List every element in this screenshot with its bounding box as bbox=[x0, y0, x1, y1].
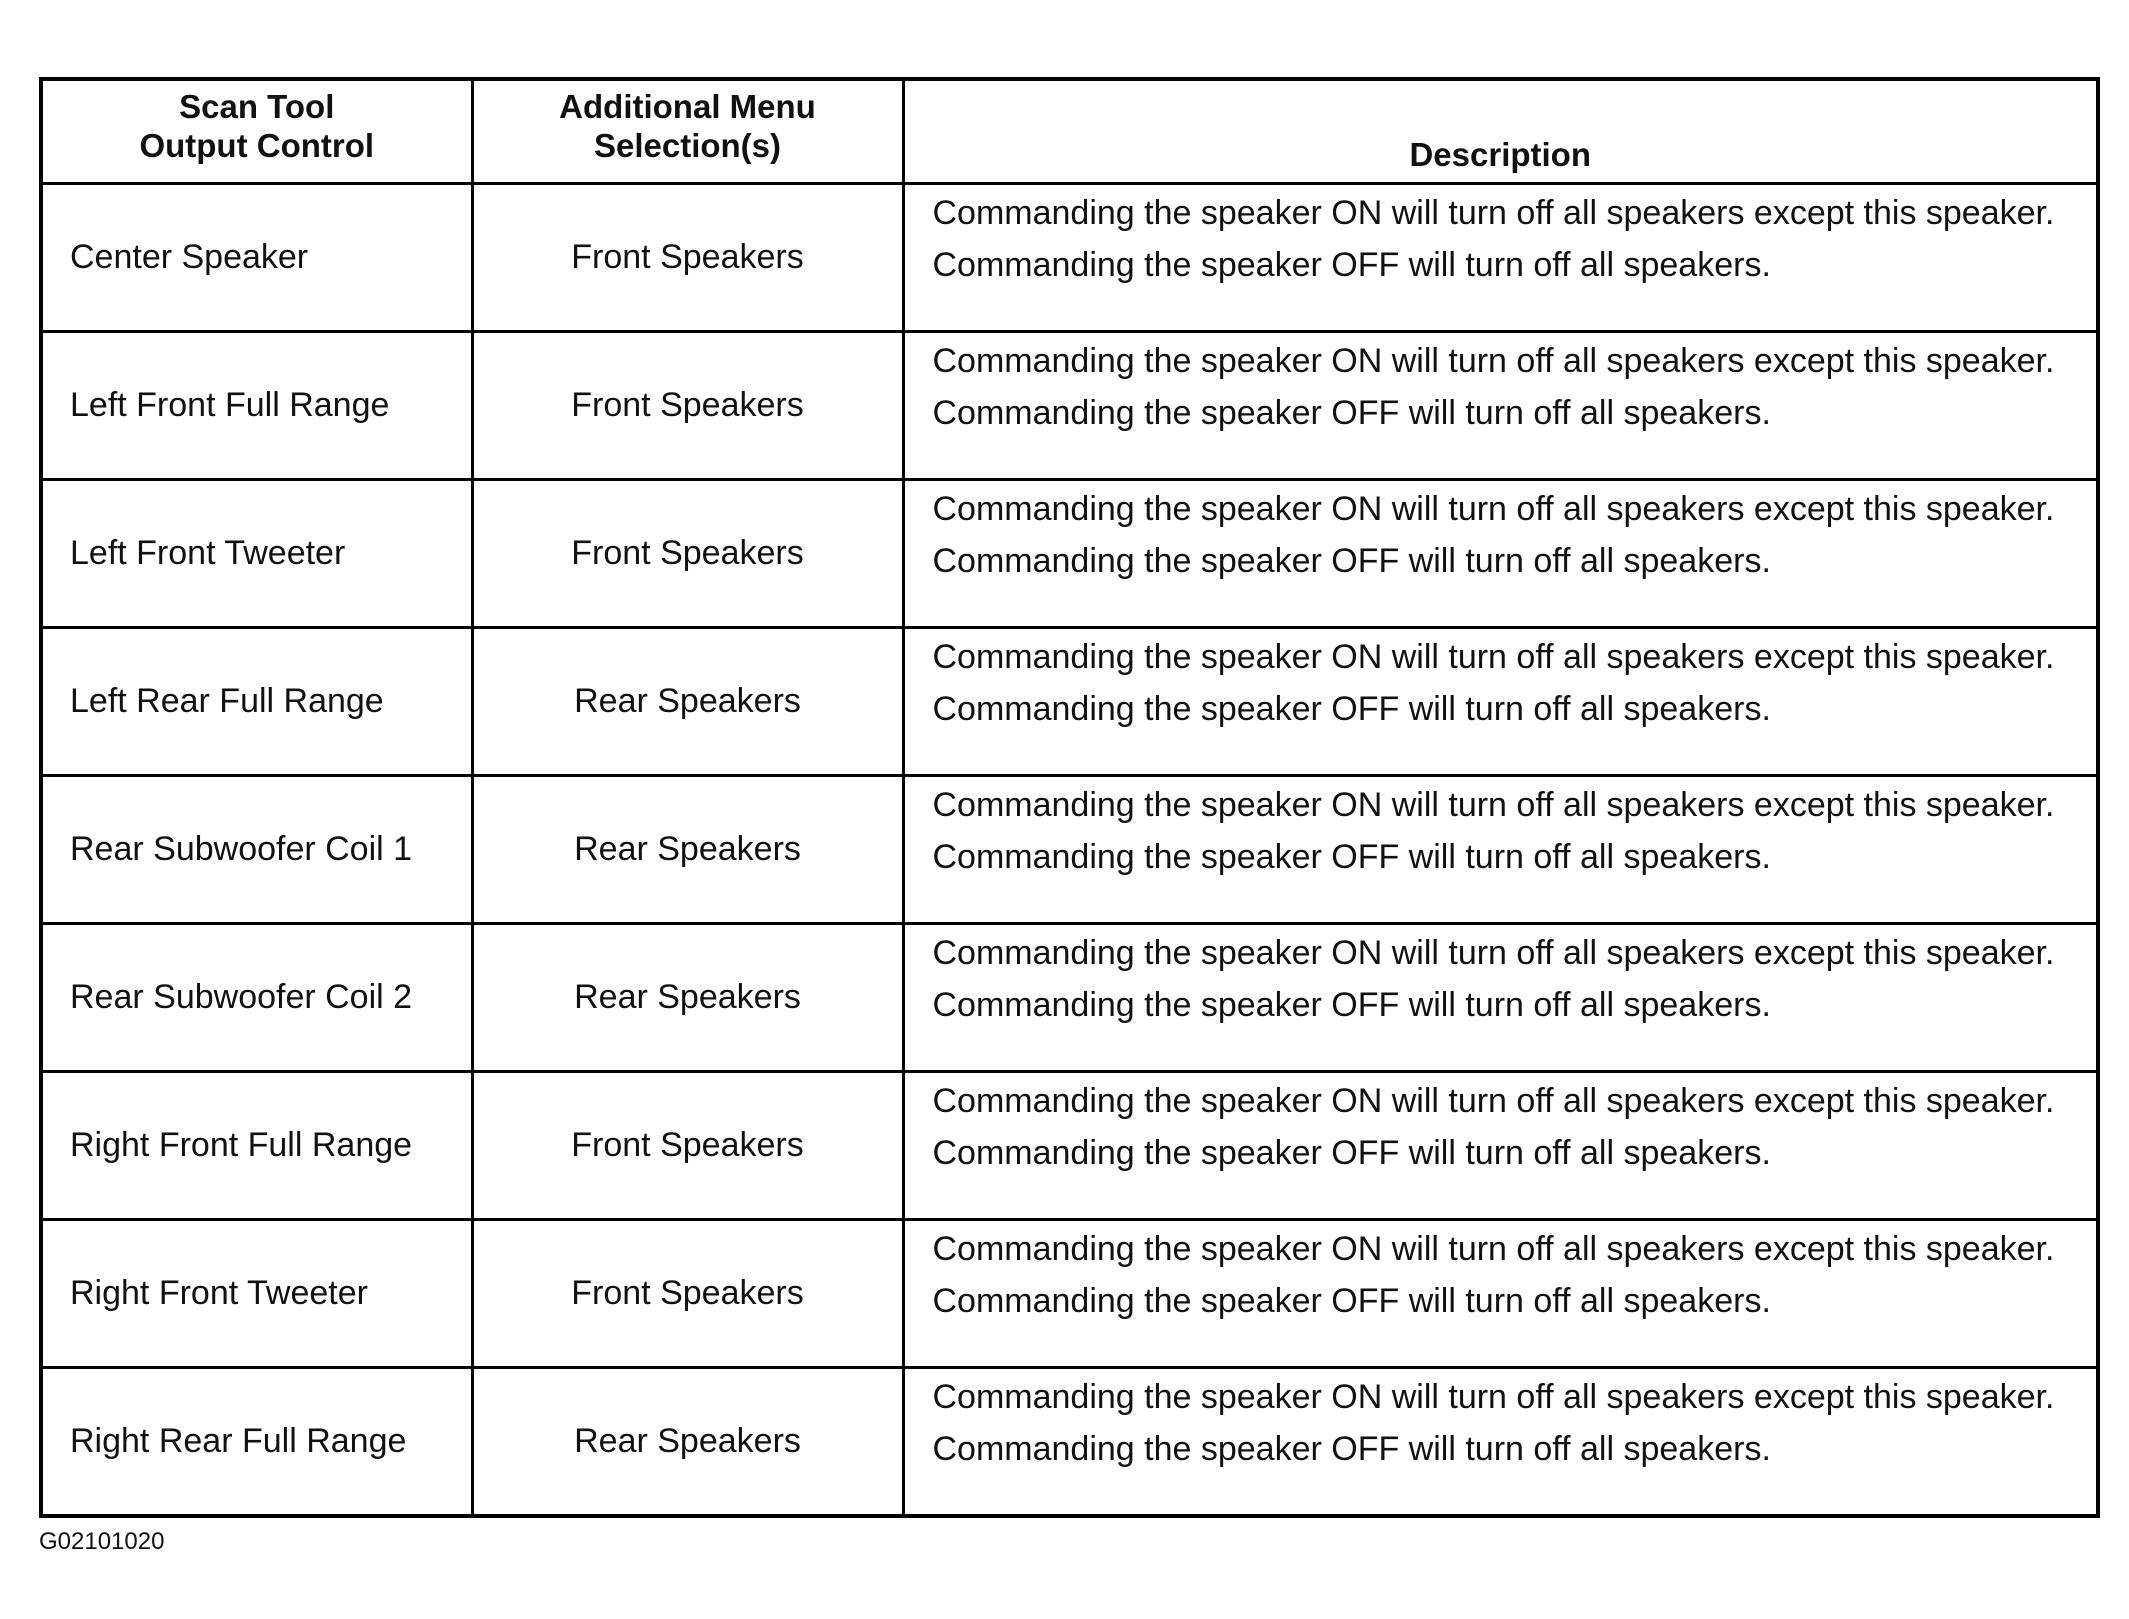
description-cell bbox=[903, 1072, 2098, 1220]
output-control-cell: Center Speaker bbox=[41, 184, 472, 332]
table-row bbox=[41, 1072, 2098, 1220]
menu-selection-cell: Front Speakers bbox=[472, 332, 903, 480]
header-description: Description bbox=[903, 79, 2098, 184]
menu-selection-cell: Front Speakers bbox=[472, 1220, 903, 1368]
menu-selection-cell: Rear Speakers bbox=[472, 776, 903, 924]
description-off-text: Commanding the speaker OFF will turn off all speakers. bbox=[932, 1282, 1771, 1320]
description-on-text: Commanding the speaker ON will turn off all speakers except this speaker. bbox=[932, 194, 2055, 232]
description-on-text: Commanding the speaker ON will turn off all speakers except this speaker. bbox=[932, 342, 2055, 380]
menu-selection-cell: Front Speakers bbox=[472, 1072, 903, 1220]
output-control-cell: Right Front Tweeter bbox=[41, 1220, 472, 1368]
description-off-text: Commanding the speaker OFF will turn off all speakers. bbox=[932, 542, 1771, 580]
table-header-row bbox=[41, 79, 2098, 184]
table-row bbox=[41, 1368, 2098, 1516]
description-on-text: Commanding the speaker ON will turn off all speakers except this speaker. bbox=[932, 638, 2055, 676]
description-on-text: Commanding the speaker ON will turn off all speakers except this speaker. bbox=[932, 1230, 2055, 1268]
output-control-cell: Right Front Full Range bbox=[41, 1072, 472, 1220]
description-cell bbox=[903, 1220, 2098, 1368]
header-additional-menu-line-2: Selection(s) bbox=[593, 127, 782, 164]
description-cell bbox=[903, 184, 2098, 332]
header-output-control bbox=[41, 79, 472, 184]
menu-selection-cell: Rear Speakers bbox=[472, 628, 903, 776]
description-on-text: Commanding the speaker ON will turn off all speakers except this speaker. bbox=[932, 490, 2055, 528]
table-row bbox=[41, 628, 2098, 776]
table-row bbox=[41, 480, 2098, 628]
menu-selection-cell: Front Speakers bbox=[472, 184, 903, 332]
description-cell bbox=[903, 776, 2098, 924]
description-on-text: Commanding the speaker ON will turn off all speakers except this speaker. bbox=[932, 1082, 2055, 1120]
table-row bbox=[41, 184, 2098, 332]
description-cell bbox=[903, 924, 2098, 1072]
description-off-text: Commanding the speaker OFF will turn off all speakers. bbox=[932, 690, 1771, 728]
menu-selection-cell: Rear Speakers bbox=[472, 1368, 903, 1516]
output-control-cell: Left Front Tweeter bbox=[41, 480, 472, 628]
table-row bbox=[41, 776, 2098, 924]
description-off-text: Commanding the speaker OFF will turn off all speakers. bbox=[932, 1430, 1771, 1468]
description-off-text: Commanding the speaker OFF will turn off all speakers. bbox=[932, 246, 1771, 284]
description-off-text: Commanding the speaker OFF will turn off all speakers. bbox=[932, 1134, 1771, 1172]
header-additional-menu bbox=[472, 79, 903, 184]
description-cell bbox=[903, 332, 2098, 480]
description-cell bbox=[903, 628, 2098, 776]
description-off-text: Commanding the speaker OFF will turn off all speakers. bbox=[932, 986, 1771, 1024]
output-control-cell: Right Rear Full Range bbox=[41, 1368, 472, 1516]
menu-selection-cell: Front Speakers bbox=[472, 480, 903, 628]
description-off-text: Commanding the speaker OFF will turn off all speakers. bbox=[932, 838, 1771, 876]
output-control-cell: Left Rear Full Range bbox=[41, 628, 472, 776]
output-control-table bbox=[39, 77, 2100, 1518]
table-row bbox=[41, 924, 2098, 1072]
output-control-cell: Left Front Full Range bbox=[41, 332, 472, 480]
header-additional-menu-line-1: Additional Menu bbox=[559, 88, 816, 125]
description-off-text: Commanding the speaker OFF will turn off all speakers. bbox=[932, 394, 1771, 432]
description-on-text: Commanding the speaker ON will turn off all speakers except this speaker. bbox=[932, 1378, 2055, 1416]
description-on-text: Commanding the speaker ON will turn off all speakers except this speaker. bbox=[932, 786, 2055, 824]
output-control-cell: Rear Subwoofer Coil 1 bbox=[41, 776, 472, 924]
figure-id-label: G02101020 bbox=[39, 1528, 165, 1555]
description-on-text: Commanding the speaker ON will turn off all speakers except this speaker. bbox=[932, 934, 2055, 972]
description-cell bbox=[903, 1368, 2098, 1516]
menu-selection-cell: Rear Speakers bbox=[472, 924, 903, 1072]
output-control-cell: Rear Subwoofer Coil 2 bbox=[41, 924, 472, 1072]
header-output-control-line-1: Scan Tool bbox=[179, 88, 335, 125]
header-output-control-line-2: Output Control bbox=[139, 127, 375, 164]
table-row bbox=[41, 1220, 2098, 1368]
description-cell bbox=[903, 480, 2098, 628]
table-row bbox=[41, 332, 2098, 480]
